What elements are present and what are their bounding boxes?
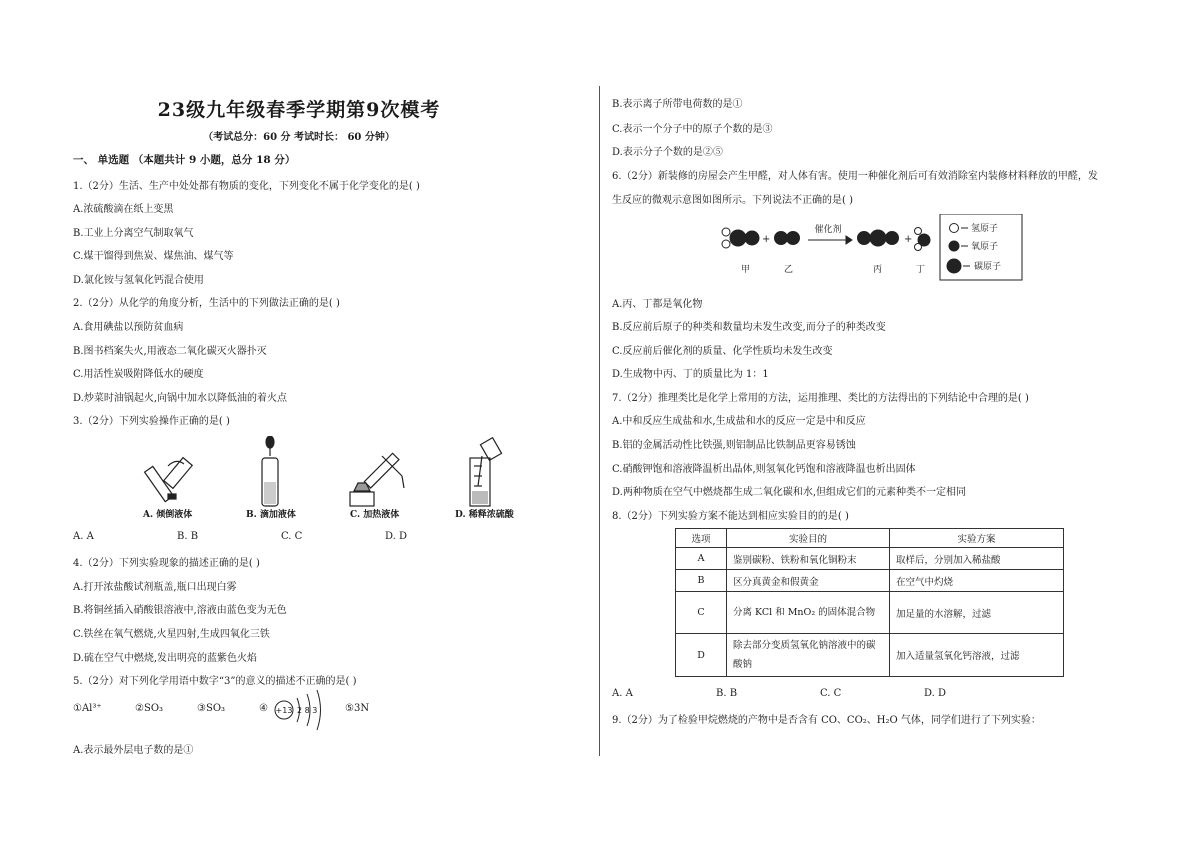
svg-text:+: + bbox=[904, 234, 913, 245]
q4-option-c: C.铁丝在氧气燃烧,火星四射,生成四氧化三铁 bbox=[73, 629, 270, 640]
question-6-stem-line2: 生反应的微观示意图如图所示。下列说法不正确的是( ) bbox=[612, 195, 853, 206]
atom-shells-label: 2 8 3 bbox=[297, 706, 318, 715]
q3-choices bbox=[73, 531, 513, 542]
question-9-stem: 9.（2分）为了检验甲烷燃烧的产物中是否含有 CO、CO₂、H₂O 气体，同学们进行了下列实验： bbox=[612, 715, 1041, 726]
table-cell: B bbox=[676, 570, 727, 592]
table-cell: 加入适量氢氧化钙溶液，过滤 bbox=[890, 634, 1064, 677]
table-row bbox=[676, 634, 1064, 677]
table-cell: 除去部分变质氢氧化钠溶液中的碳酸钠 bbox=[727, 634, 890, 677]
catalyst-label: 催化剂 bbox=[814, 225, 842, 235]
experiment-plan-table bbox=[675, 528, 1064, 677]
q8-choice-c: C. C bbox=[820, 688, 842, 699]
q6-option-b: B.反应前后原子的种类和数量均未发生改变,而分子的种类改变 bbox=[612, 322, 886, 333]
q5-option-c: C.表示一个分子中的原子个数的是③ bbox=[612, 124, 773, 135]
table-header: 实验方案 bbox=[890, 529, 1064, 548]
question-1-stem: 1.（2分）生活、生产中处处都有物质的变化，下列变化不属于化学变化的是( ) bbox=[73, 181, 420, 192]
label-jia: 甲 bbox=[741, 265, 751, 275]
question-8-stem: 8.（2分）下列实验方案不能达到相应实验目的的是( ) bbox=[612, 511, 849, 522]
q8-choices bbox=[612, 688, 1052, 699]
pouring-liquid-illustration bbox=[145, 458, 193, 502]
table-cell: A bbox=[676, 548, 727, 570]
q3-choice-c: C. C bbox=[281, 531, 303, 542]
q4-option-b: B.将铜丝插入硝酸银溶液中,溶液由蓝色变为无色 bbox=[73, 605, 287, 616]
table-header-row bbox=[676, 529, 1064, 548]
question-4-stem: 4.（2分）下列实验现象的描述正确的是( ) bbox=[73, 558, 260, 569]
symbol-1: ①Al³⁺ bbox=[73, 703, 102, 714]
label-bing: 丙 bbox=[873, 265, 883, 275]
dropper-illustration bbox=[262, 436, 278, 506]
table-cell: C bbox=[676, 592, 727, 634]
exam-subtitle: （考试总分：60 分 考试时长： 60 分钟） bbox=[203, 132, 395, 143]
table-cell: D bbox=[676, 634, 727, 677]
q3-choice-a: A. A bbox=[73, 531, 94, 542]
q7-option-c: C.硝酸钾饱和溶液降温析出晶体,则氢氧化钙饱和溶液降温也析出固体 bbox=[612, 464, 916, 475]
q3-choice-d: D. D bbox=[385, 531, 408, 542]
q5-option-a: A.表示最外层电子数的是① bbox=[73, 745, 194, 756]
q2-option-b: B.图书档案失火,用液态二氧化碳灭火器扑灭 bbox=[73, 346, 267, 357]
q1-option-a: A.浓硫酸滴在纸上变黑 bbox=[73, 204, 174, 215]
q2-option-c: C.用活性炭吸附降低水的硬度 bbox=[73, 369, 204, 380]
q8-choice-d: D. D bbox=[924, 688, 947, 699]
figure-caption-c: C. 加热液体 bbox=[350, 510, 400, 520]
question-7-stem: 7.（2分）推理类比是化学上常用的方法，运用推理、类比的方法得出的下列结论中合理的是( ) bbox=[612, 393, 1029, 404]
label-yi: 乙 bbox=[784, 265, 794, 275]
q7-option-a: A.中和反应生成盐和水,生成盐和水的反应一定是中和反应 bbox=[612, 416, 866, 427]
left-column bbox=[0, 0, 598, 849]
exam-title: 23级九年级春季学期第9次模考 bbox=[157, 99, 441, 121]
q1-option-c: C.煤干馏得到焦炭、煤焦油、煤气等 bbox=[73, 251, 234, 262]
table-header: 实验目的 bbox=[727, 529, 890, 548]
question-2-stem: 2.（2分）从化学的角度分析，生活中的下列做法正确的是( ) bbox=[73, 298, 340, 309]
table-header: 选项 bbox=[676, 529, 727, 548]
table-cell: 在空气中灼烧 bbox=[890, 570, 1064, 592]
question-5-stem: 5.（2分）对下列化学用语中数字“3”的意义的描述不正确的是( ) bbox=[73, 676, 357, 687]
section-heading: 一、 单选题 （本题共计 9 小题，总分 18 分） bbox=[73, 154, 296, 166]
figure-caption-d: D. 稀释浓硫酸 bbox=[455, 510, 514, 520]
q1-option-b: B.工业上分离空气制取氧气 bbox=[73, 228, 194, 239]
table-row bbox=[676, 592, 1064, 634]
symbol-5: ⑤3N bbox=[345, 703, 370, 714]
q8-choice-b: B. B bbox=[716, 688, 738, 699]
q3-choice-b: B. B bbox=[177, 531, 199, 542]
legend-carbon: 碳原子 bbox=[974, 262, 1002, 272]
q6-option-c: C.反应前后催化剂的质量、化学性质均未发生改变 bbox=[612, 346, 833, 357]
q8-choice-a: A. A bbox=[612, 688, 633, 699]
question-6-stem-line1: 6.（2分）新装修的房屋会产生甲醛，对人体有害。使用一种催化剂后可有效消除室内装修材料释放的甲醛，发 bbox=[612, 171, 1098, 182]
svg-text:+: + bbox=[762, 234, 771, 245]
symbol-2: ②SO₃ bbox=[135, 703, 164, 714]
table-cell: 区分真黄金和假黄金 bbox=[727, 570, 890, 592]
legend-oxygen: 氧原子 bbox=[971, 242, 999, 252]
q2-option-d: D.炒菜时油锅起火,向锅中加水以降低油的着火点 bbox=[73, 393, 288, 404]
question-3-stem: 3.（2分）下列实验操作正确的是( ) bbox=[73, 416, 230, 427]
column-divider bbox=[599, 86, 600, 756]
q4-option-d: D.硫在空气中燃烧,发出明亮的蓝紫色火焰 bbox=[73, 653, 258, 664]
table-cell: 加足量的水溶解，过滤 bbox=[890, 592, 1064, 634]
q2-option-a: A.食用碘盐以预防贫血病 bbox=[73, 322, 184, 333]
symbol-4: ④ bbox=[259, 703, 268, 714]
atom-nucleus-label: +13 bbox=[275, 706, 293, 715]
q7-option-b: B.铝的金属活动性比铁强,则铝制品比铁制品更容易锈蚀 bbox=[612, 440, 856, 451]
table-row bbox=[676, 548, 1064, 570]
diluting-acid-illustration bbox=[470, 438, 502, 506]
q6-option-a: A.丙、丁都是氧化物 bbox=[612, 299, 703, 310]
symbol-3: ③SO₃ bbox=[197, 703, 226, 714]
aluminum-atom-structure-diagram bbox=[270, 688, 350, 732]
heating-liquid-illustration bbox=[350, 453, 404, 506]
q5-option-d: D.表示分子个数的是②⑤ bbox=[612, 147, 723, 158]
table-row bbox=[676, 570, 1064, 592]
q6-option-d: D.生成物中丙、丁的质量比为 1：1 bbox=[612, 369, 769, 380]
q1-option-d: D.氯化铵与氢氧化钙混合使用 bbox=[73, 275, 204, 286]
label-ding: 丁 bbox=[916, 265, 926, 275]
legend-hydrogen: 氢原子 bbox=[971, 224, 999, 234]
q4-option-a: A.打开浓盐酸试剂瓶盖,瓶口出现白雾 bbox=[73, 582, 237, 593]
table-cell: 取样后，分别加入稀盐酸 bbox=[890, 548, 1064, 570]
table-cell: 鉴别碳粉、铁粉和氧化铜粉末 bbox=[727, 548, 890, 570]
q7-option-d: D.两种物质在空气中燃烧都生成二氧化碳和水,但组成它们的元素种类不一定相同 bbox=[612, 487, 967, 498]
figure-caption-b: B. 滴加液体 bbox=[246, 510, 296, 520]
q5-option-b: B.表示离子所带电荷数的是① bbox=[612, 99, 743, 110]
table-cell: 分离 KCl 和 MnO₂ 的固体混合物 bbox=[727, 592, 890, 634]
figure-caption-a: A. 倾倒液体 bbox=[143, 510, 193, 520]
